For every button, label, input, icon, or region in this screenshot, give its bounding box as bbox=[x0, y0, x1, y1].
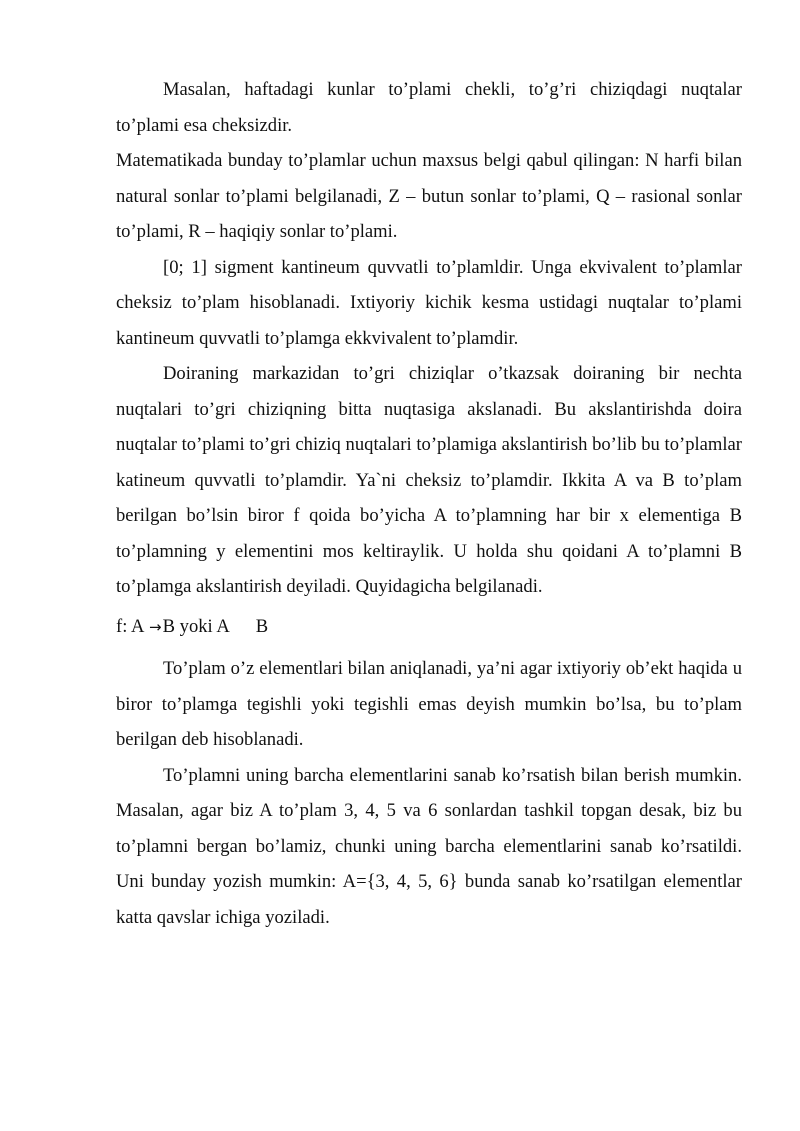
mapping-formula bbox=[116, 609, 742, 646]
formula-prefix: f: A bbox=[116, 615, 149, 637]
formula-suffix: B bbox=[255, 615, 269, 637]
paragraph-set-defined-by-elements: To’plam o’z elementlari bilan aniqlanadi, ya’ni agar ixtiyoriy ob’ekt haqida u biror to’plamga tegishli yoki tegishli emas deyish mumkin bo’lsa, bu to’plam berilgan deb hisoblanadi. bbox=[116, 658, 742, 750]
paragraph-set-by-enumeration: To’plamni uning barcha elementlarini sanab ko’rsatish bilan berish mumkin. Masalan, agar biz A to’plam 3, 4, 5 va 6 sonlardan tashkil topgan desak, biz bu to’plamni bergan bo’lamiz, chunki uning barcha elementlarini sanab ko’rsatildi. Uni bunday yozish mumkin: A={3, 4, 5, 6} bunda sanab ko’rsatilgan elementlar katta qavslar ichiga yoziladi. bbox=[116, 764, 742, 928]
formula-middle: B yoki A bbox=[162, 615, 230, 637]
paragraph-finite-infinite-sets: Masalan, haftadagi kunlar to’plami chekli, to’g’ri chiziqdagi nuqtalar to’plami esa cheksizdir. bbox=[116, 79, 742, 136]
paragraph-number-set-notation: Matematikada bunday to’plamlar uchun maxsus belgi qabul qilingan: N harfi bilan natural sonlar to’plami belgilanadi, Z – butun sonlar to’plami, Q – rasional sonlar to’plami, R – haqiqiy sonlar to’plami. bbox=[116, 150, 742, 242]
paragraph-continuum-segment: [0; 1] sigment kantineum quvvatli to’plamldir. Unga ekvivalent to’plamlar cheksiz to’plam hisoblanadi. Ixtiyoriy kichik kesma ustidagi nuqtalar to’plami kantineum quvvatli to’plamga ekkvivalent to’plamdir. bbox=[116, 256, 742, 349]
paragraph-circle-projection: Doiraning markazidan to’gri chiziqlar o’tkazsak doiraning bir nechta nuqtalari to’gri chiziqning bitta nuqtasiga akslanadi. Bu akslantirishda doira nuqtalar to’plami to’gri chiziq nuqtalari to’plamiga akslantirish bo’lib bu to’plamlar katineum quvvatli to’plamdir. Ya`ni cheksiz to’plamdir. Ikkita A va B to’plam berilgan bo’lsin biror f qoida bo’yicha A to’plamning har bir x elementiga B to’plamning y elementini mos keltiraylik. U holda shu qoidani A to’plamni B to’plamga akslantirish deyiladi. Quyidagicha belgilanadi. bbox=[116, 363, 742, 597]
document-body bbox=[116, 72, 742, 935]
right-arrow-icon: → bbox=[149, 617, 162, 636]
